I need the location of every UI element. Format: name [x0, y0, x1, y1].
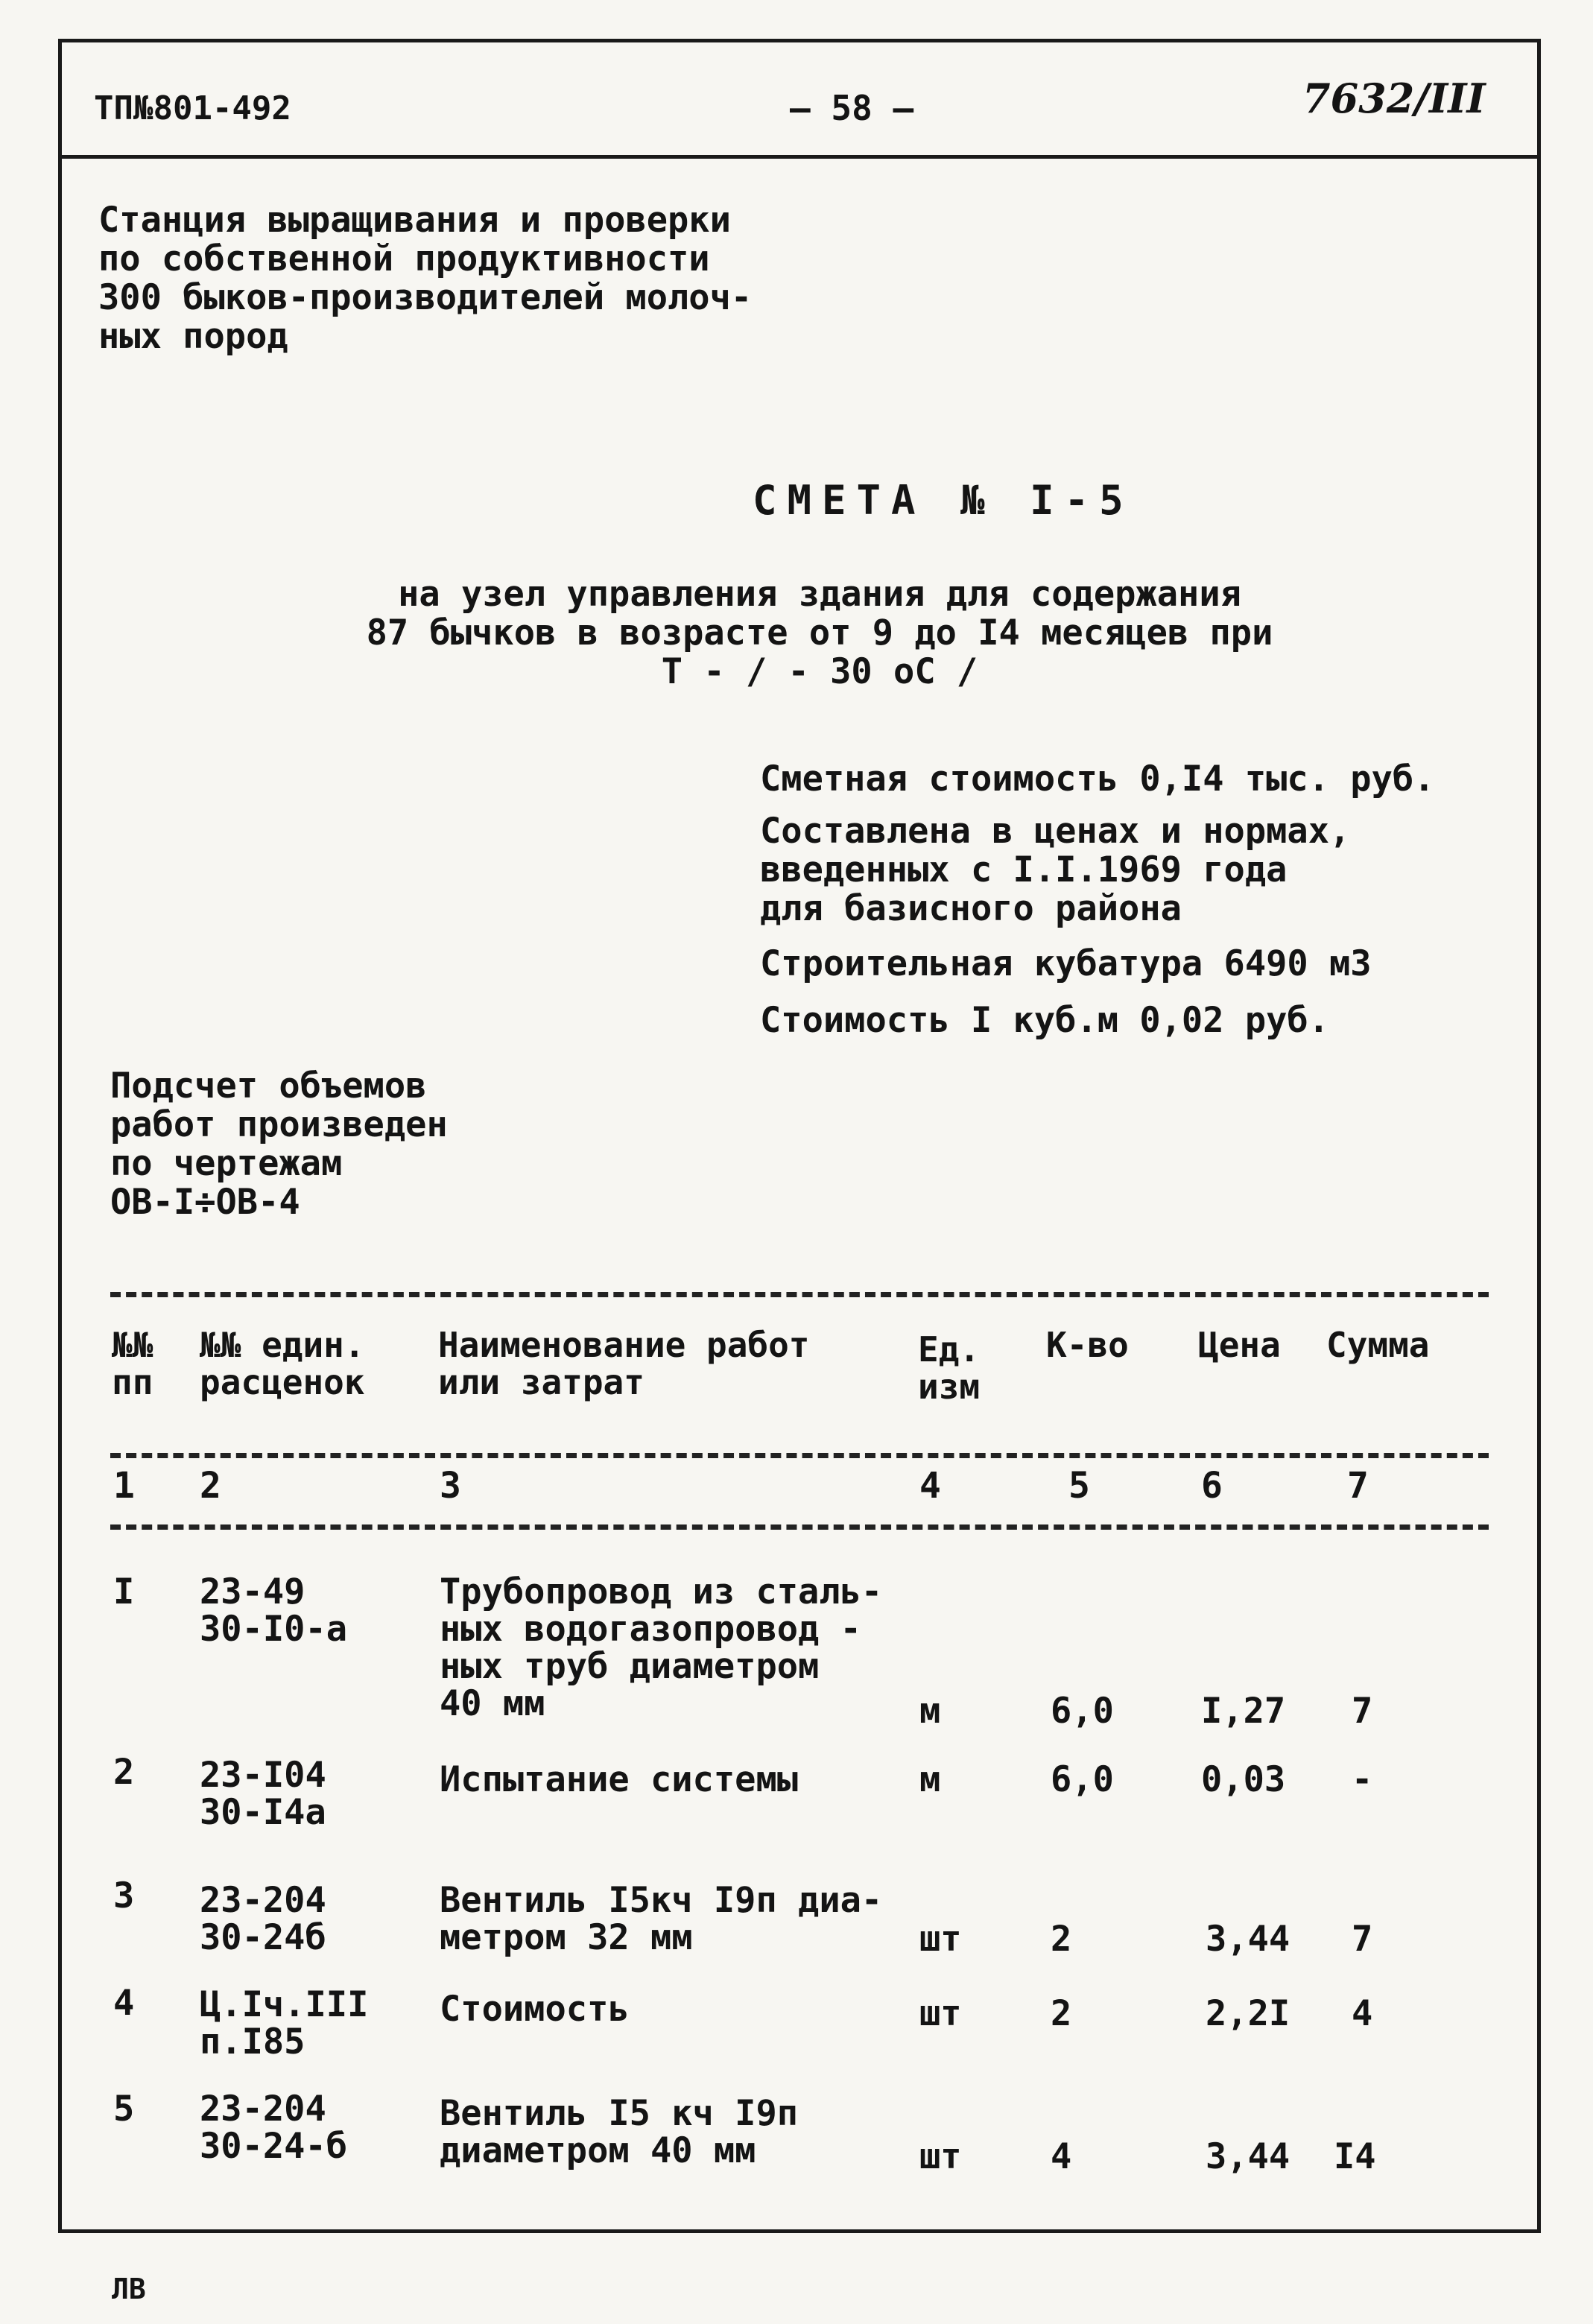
station-line: Станция выращивания и проверки [98, 200, 731, 241]
row-code [200, 1882, 326, 1957]
footer-mark: ЛВ [112, 2273, 146, 2305]
row-num: 2 [113, 1752, 135, 1793]
row-unit: м [919, 1691, 941, 1732]
row-sum: 7 [1352, 1919, 1373, 1960]
code-line: 23-204 [200, 1880, 326, 1921]
price-basis-line: Составлена в ценах и нормах, [760, 811, 1351, 852]
row-price: 0,03 [1201, 1759, 1286, 1800]
row-name [440, 1571, 883, 1724]
header-text: расценок [200, 1362, 365, 1402]
subtitle-line: 87 бычков в возрасте от 9 до I4 месяцев при [366, 612, 1273, 653]
row-unit: м [919, 1759, 941, 1800]
header-divider-dashed [110, 1453, 1489, 1458]
row-qty: 6,0 [1051, 1759, 1114, 1800]
column-number: 2 [200, 1465, 221, 1507]
row-price: 2,2I [1206, 1993, 1290, 2034]
price-basis [760, 812, 1350, 928]
row-sum: 7 [1352, 1691, 1373, 1732]
code-line: 30-I0-а [200, 1609, 348, 1650]
row-qty: 4 [1051, 2136, 1072, 2177]
station-line: 300 быков-производителей молоч- [98, 277, 753, 318]
row-num: I [113, 1571, 135, 1612]
row-sum: - [1352, 1759, 1373, 1800]
row-sum: 4 [1352, 1993, 1373, 2034]
page-number: – 58 – [790, 88, 914, 128]
code-line: п.I85 [200, 2021, 305, 2062]
header-text: Сумма [1326, 1325, 1430, 1365]
volume-calculation-note [110, 1067, 448, 1222]
name-line: Испытание системы [440, 1759, 799, 1800]
code-line: 30-24-б [200, 2126, 348, 2167]
header-text: №№ един. [200, 1325, 365, 1365]
note-line: по чертежам [110, 1143, 343, 1184]
name-line: ных труб диаметром [440, 1646, 820, 1687]
note-line: Подсчет объемов [110, 1066, 427, 1106]
name-line: диаметром 40 мм [440, 2130, 756, 2171]
name-line: Стоимость [440, 1989, 630, 2030]
construction-volume: Строительная кубатура 6490 м3 [760, 943, 1372, 984]
header-text: Цена [1198, 1325, 1281, 1365]
code-line: Ц.Iч.III [200, 1984, 369, 2025]
header-name [438, 1326, 810, 1401]
unit-cost: Стоимость I куб.м 0,02 руб. [760, 1000, 1330, 1041]
row-code [200, 1986, 368, 2061]
header-qty [1046, 1326, 1129, 1364]
row-unit: шт [919, 2136, 962, 2177]
row-qty: 2 [1051, 1993, 1072, 2034]
header-code [200, 1326, 365, 1401]
column-number: 4 [919, 1465, 941, 1507]
row-sum: I4 [1334, 2136, 1376, 2177]
subtitle-line: на узел управления здания для содержания [398, 574, 1241, 615]
row-code [200, 1571, 348, 1650]
header-sum [1326, 1326, 1429, 1364]
column-number: 7 [1347, 1465, 1369, 1507]
name-line: метром 32 мм [440, 1917, 693, 1958]
code-line: 30-I4а [200, 1792, 326, 1833]
code-line: 23-204 [200, 2089, 326, 2130]
header-text: Наименование работ [438, 1325, 810, 1365]
note-line: ОВ-I÷ОВ-4 [110, 1182, 300, 1223]
estimate-title: СМЕТА № I-5 [753, 477, 1134, 524]
header-text: К-во [1046, 1325, 1129, 1365]
row-code [200, 2091, 347, 2165]
header-text: пп [112, 1362, 153, 1402]
row-name [440, 2095, 798, 2170]
header-num [112, 1326, 153, 1401]
header-text: Ед. [918, 1329, 981, 1370]
row-name [440, 1761, 798, 1799]
column-number: 3 [440, 1465, 461, 1507]
header-divider [58, 155, 1541, 159]
row-name [440, 1991, 630, 2028]
row-num: 5 [113, 2089, 135, 2130]
row-num: 3 [113, 1875, 135, 1916]
station-line: ных пород [98, 316, 288, 357]
station-line: по собственной продуктивности [98, 238, 710, 279]
name-line: Трубопровод из сталь- [440, 1571, 883, 1612]
row-code [200, 1757, 326, 1831]
code-line: 23-I04 [200, 1755, 326, 1796]
row-qty: 2 [1051, 1919, 1072, 1960]
header-unit [918, 1331, 980, 1405]
row-qty: 6,0 [1051, 1691, 1114, 1732]
name-line: Вентиль I5кч I9п диа- [440, 1880, 883, 1921]
name-line: 40 мм [440, 1683, 545, 1724]
row-unit: шт [919, 1993, 962, 2034]
header-text: №№ [112, 1325, 153, 1365]
station-description [98, 201, 752, 356]
row-price: 3,44 [1206, 1919, 1290, 1960]
archive-reference: 7632/III [1302, 75, 1486, 122]
column-number: 5 [1068, 1465, 1090, 1507]
row-unit: шт [919, 1919, 962, 1960]
estimated-cost: Сметная стоимость 0,I4 тыс. руб. [760, 759, 1435, 800]
column-number: 6 [1201, 1465, 1223, 1507]
header-text: или затрат [438, 1362, 645, 1402]
code-line: 30-24б [200, 1917, 326, 1958]
name-line: ных водогазопровод - [440, 1609, 861, 1650]
row-num: 4 [113, 1983, 135, 2024]
column-number-divider [110, 1524, 1489, 1530]
subtitle-line: Т - / - 30 оС / [661, 651, 978, 692]
row-name [440, 1882, 882, 1957]
name-line: Вентиль I5 кч I9п [440, 2093, 799, 2134]
column-number: 1 [113, 1465, 135, 1507]
header-price [1198, 1326, 1281, 1364]
row-price: I,27 [1201, 1691, 1286, 1732]
table-top-divider [110, 1292, 1489, 1297]
row-price: 3,44 [1206, 2136, 1290, 2177]
code-line: 23-49 [200, 1571, 305, 1612]
estimate-subtitle [343, 575, 1296, 691]
document-code: ТП№801-492 [94, 89, 291, 127]
price-basis-line: для базисного района [760, 888, 1182, 929]
header-text: изм [918, 1367, 981, 1407]
price-basis-line: введенных с I.I.1969 года [760, 849, 1288, 890]
note-line: работ произведен [110, 1104, 448, 1145]
